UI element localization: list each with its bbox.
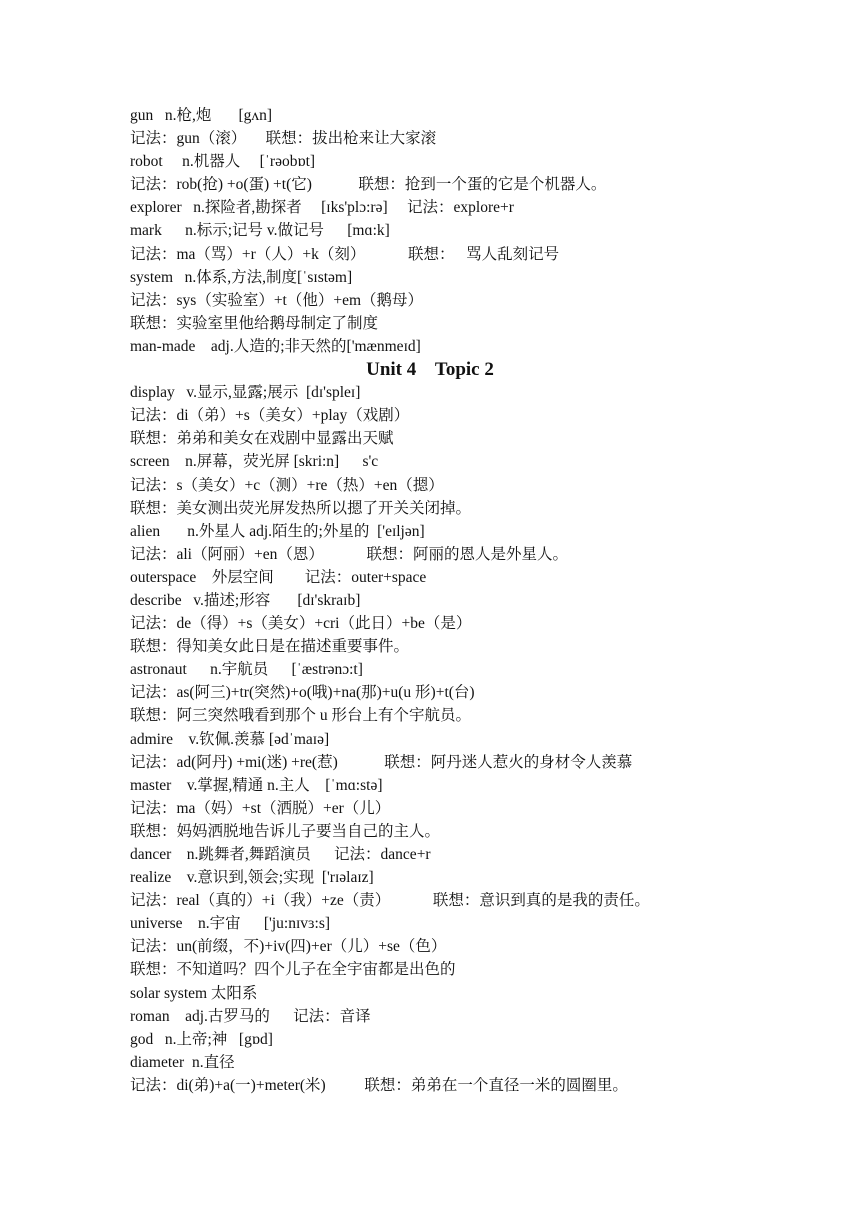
memory-tip-gun: 记法：gun（滚） 联想：拔出枪来让大家滚 bbox=[130, 130, 437, 148]
section-heading: Unit 4 Topic 2 bbox=[366, 359, 494, 381]
memory-tip-describe: 记法：de（得）+s（美女）+cri（此日）+be（是） bbox=[130, 615, 472, 633]
memory-tip-diameter: 记法：di(弟)+a(一)+meter(米) 联想：弟弟在一个直径一米的圆圈里。 bbox=[130, 1076, 628, 1094]
association-display: 联想：弟弟和美女在戏剧中显露出天赋 bbox=[130, 430, 394, 448]
memory-tip-alien: 记法：ali（阿丽）+en（恩） 联想：阿丽的恩人是外星人。 bbox=[130, 545, 568, 563]
vocab-entry-robot: robot n.机器人 [ˈrəobɒt] bbox=[130, 153, 316, 171]
association-system: 联想：实验室里他给鹅母制定了制度 bbox=[130, 314, 379, 332]
vocab-entry-universe: universe n.宇宙 ['ju:nɪvɜ:s] bbox=[130, 915, 331, 933]
vocab-entry-realize: realize v.意识到,领会;实现 ['rɪəlaɪz] bbox=[130, 869, 374, 887]
memory-tip-master: 记法：ma（妈）+st（洒脱）+er（儿） bbox=[130, 799, 391, 817]
association-master: 联想：妈妈洒脱地告诉儿子要当自己的主人。 bbox=[130, 822, 441, 840]
vocab-entry-master: master v.掌握,精通 n.主人 [ˈmɑ:stə] bbox=[130, 776, 383, 794]
vocab-entry-outerspace: outerspace 外层空间 记法：outer+space bbox=[130, 568, 427, 586]
memory-tip-screen: 记法：s（美女）+c（测）+re（热）+en（摁） bbox=[130, 476, 444, 494]
vocab-entry-screen: screen n.屏幕，荧光屏 [skri:n] s'c bbox=[130, 453, 379, 471]
vocab-entry-man-made: man-made adj.人造的;非天然的['mænmeɪd] bbox=[130, 337, 421, 355]
vocab-entry-dancer: dancer n.跳舞者,舞蹈演员 记法：dance+r bbox=[130, 846, 431, 863]
association-astronaut: 联想：阿三突然哦看到那个 u 形台上有个宇航员。 bbox=[130, 707, 472, 725]
vocab-entry-solar-system: solar system 太阳系 bbox=[130, 984, 258, 1002]
vocab-entry-astronaut: astronaut n.宇航员 [ˈæstrənɔ:t] bbox=[130, 661, 363, 679]
vocab-entry-alien: alien n.外星人 adj.陌生的;外星的 ['eɪljən] bbox=[130, 522, 425, 540]
memory-tip-realize: 记法：real（真的）+i（我）+ze（责） 联想：意识到真的是我的责任。 bbox=[130, 892, 650, 910]
vocab-entry-roman: roman adj.古罗马的 记法：音译 bbox=[130, 1007, 371, 1025]
memory-tip-universe: 记法：un(前缀，不)+iv(四)+er（儿）+se（色） bbox=[130, 938, 447, 956]
association-describe: 联想：得知美女此日是在描述重要事件。 bbox=[130, 638, 410, 656]
vocab-entry-describe: describe v.描述;形容 [dɪ'skraɪb] bbox=[130, 591, 361, 609]
vocab-entry-diameter: diameter n.直径 bbox=[130, 1053, 235, 1071]
memory-tip-robot: 记法：rob(抢) +o(蛋) +t(它) 联想：抢到一个蛋的它是个机器人。 bbox=[130, 176, 607, 194]
vocab-entry-god: god n.上帝;神 [gɒd] bbox=[130, 1030, 273, 1048]
association-universe: 联想：不知道吗？四个儿子在全宇宙都是出色的 bbox=[130, 961, 456, 979]
memory-tip-mark: 记法：ma（骂）+r（人）+k（刻） 联想： 骂人乱刻记号 bbox=[130, 245, 560, 263]
memory-tip-system: 记法：sys（实验室）+t（他）+em（鹅母） bbox=[130, 291, 424, 309]
memory-tip-astronaut: 记法：as(阿三)+tr(突然)+o(哦)+na(那)+u(u 形)+t(台) bbox=[130, 684, 475, 702]
memory-tip-display: 记法：di（弟）+s（美女）+play（戏剧） bbox=[130, 407, 410, 425]
vocab-entry-mark: mark n.标示;记号 v.做记号 [mɑ:k] bbox=[130, 222, 390, 240]
vocab-entry-admire: admire v.钦佩.羡慕 [ədˈmaɪə] bbox=[130, 730, 330, 748]
memory-tip-admire: 记法：ad(阿丹) +mi(迷) +re(惹) 联想：阿丹迷人惹火的身材令人羡慕 bbox=[130, 753, 633, 771]
vocab-entry-explorer: explorer n.探险者,勘探者 [ɪks'plɔ:rə] 记法：explore+r bbox=[130, 199, 514, 217]
vocab-entry-display: display v.显示,显露;展示 [dɪ'spleɪ] bbox=[130, 384, 361, 402]
vocab-entry-system: system n.体系,方法,制度[ˈsɪstəm] bbox=[130, 268, 353, 286]
vocab-entry-gun: gun n.枪,炮 [gʌn] bbox=[130, 107, 273, 124]
vocabulary-list bbox=[130, 104, 830, 1097]
association-screen: 联想：美女测出荧光屏发热所以摁了开关关闭掉。 bbox=[130, 499, 472, 517]
